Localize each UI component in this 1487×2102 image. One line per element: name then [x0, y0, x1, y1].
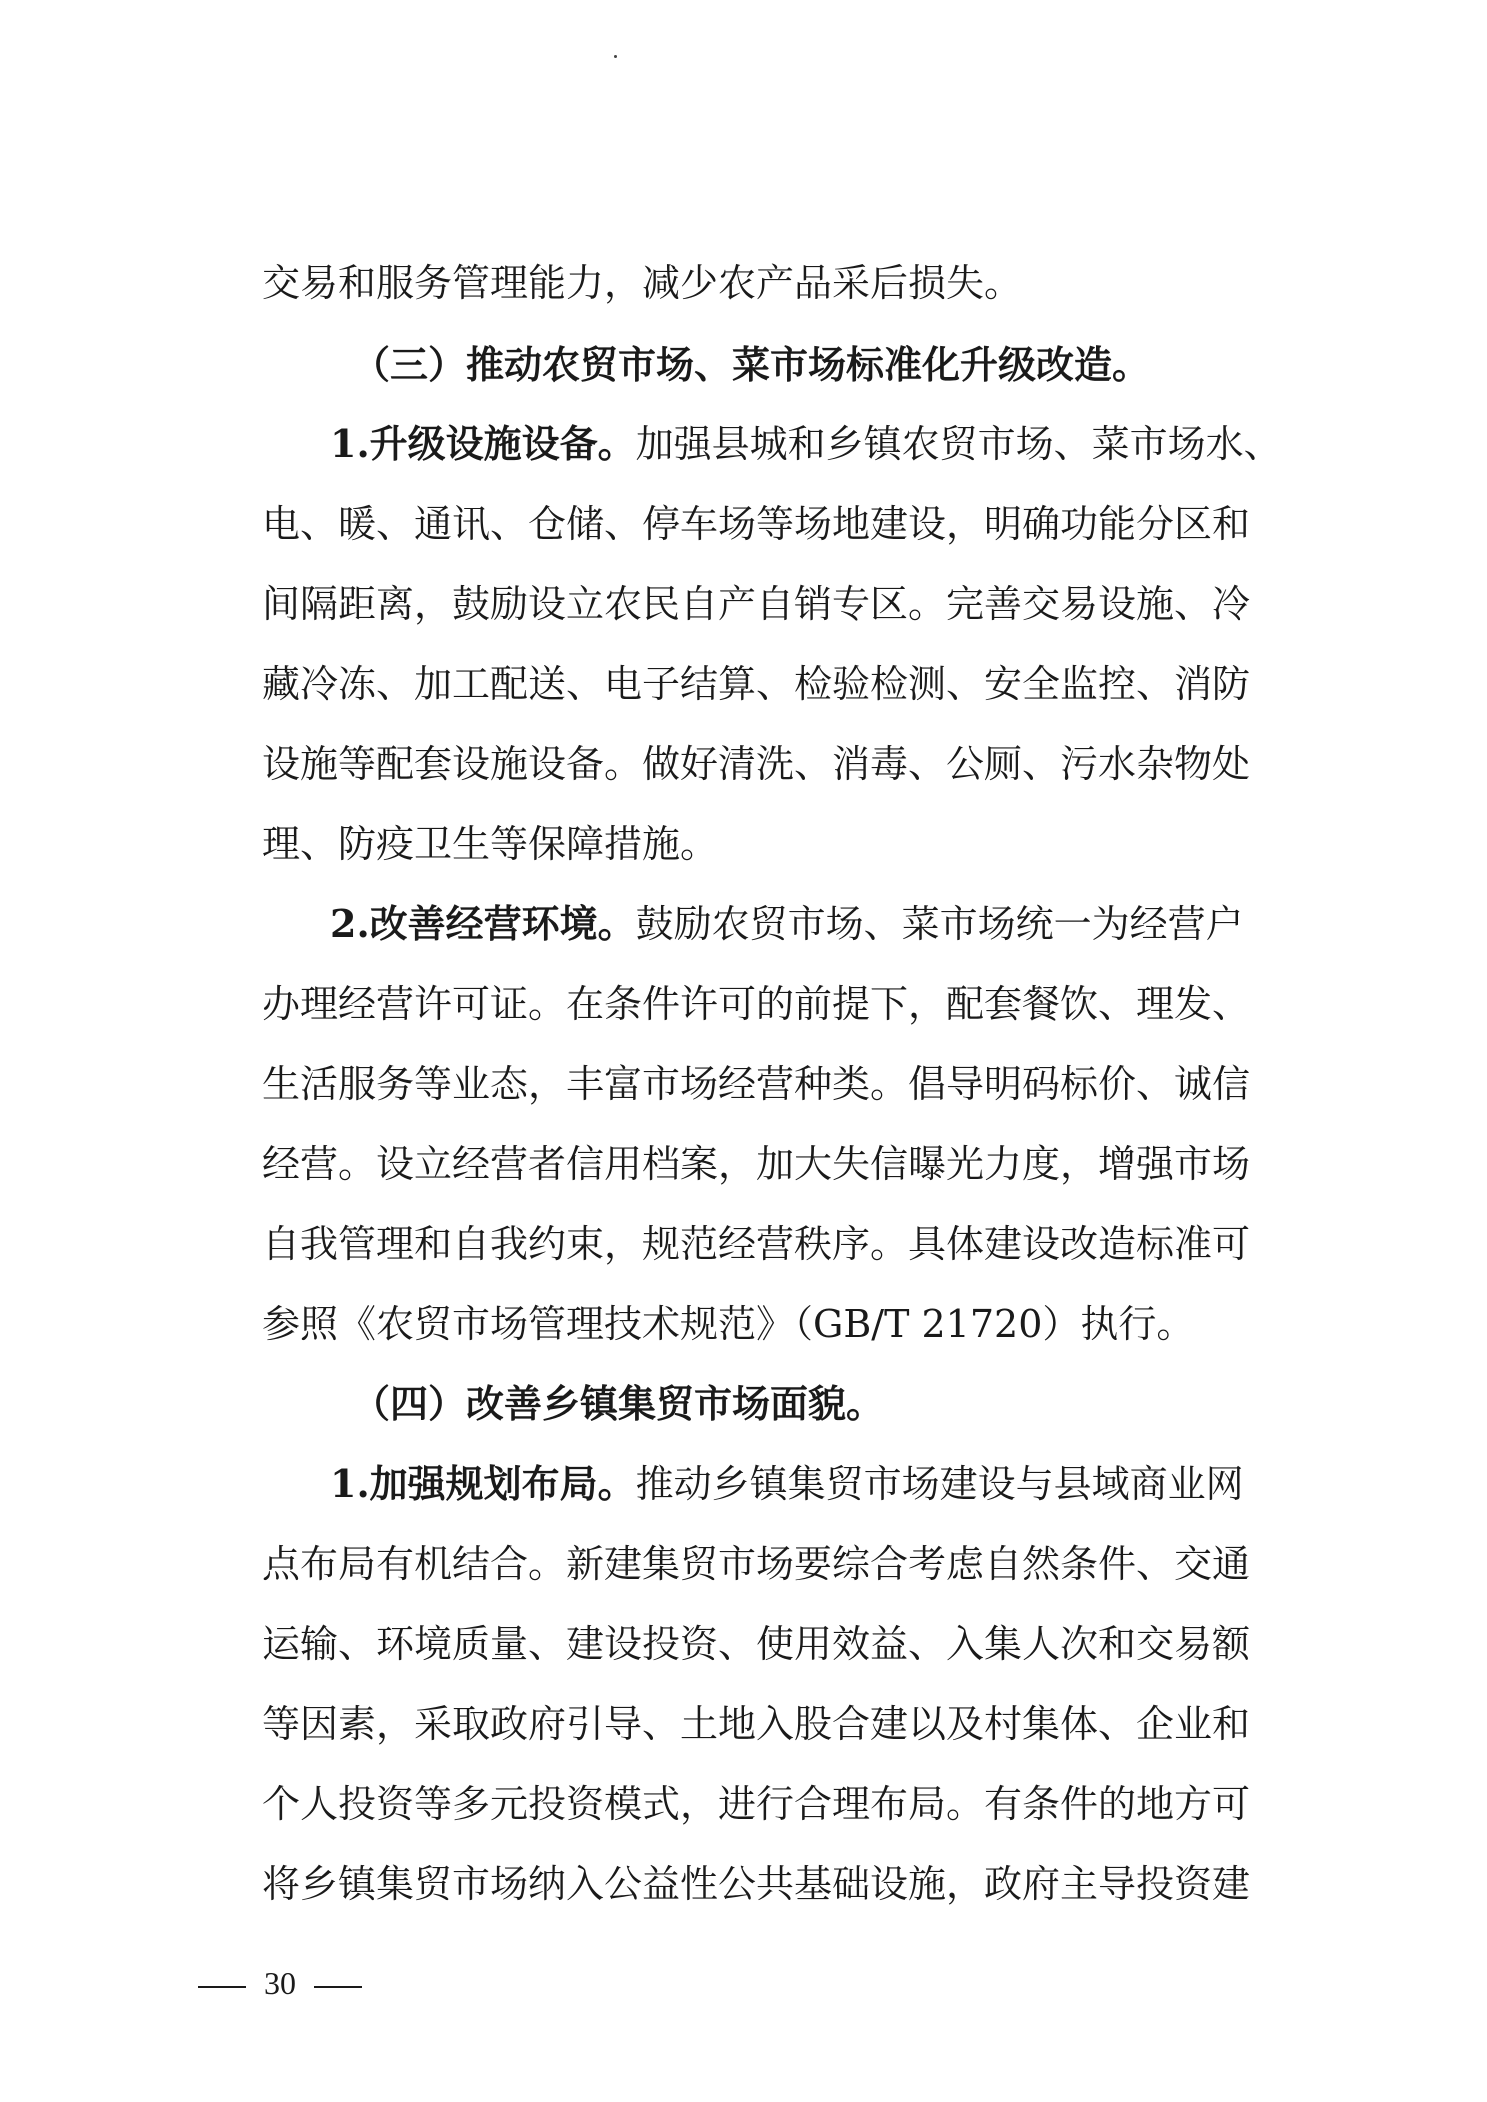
body-line-20: 个人投资等多元投资模式，进行合理布局。有条件的地方可 [262, 1782, 1251, 1826]
scan-speck [614, 55, 617, 58]
section-heading-4: （四）改善乡镇集贸市场面貌。 [352, 1381, 885, 1426]
body-line-12: 经营。设立经营者信用档案，加大失信曝光力度，增强市场 [262, 1142, 1251, 1186]
item-1-line-1: 1.升级设施设备。加强县城和乡镇农贸市场、菜市场水、 [330, 421, 1282, 466]
item-3-lead: 1.加强规划布局。 [330, 1461, 636, 1506]
body-line-19: 等因素，采取政府引导、土地入股合建以及村集体、企业和 [262, 1702, 1251, 1746]
body-line-1: 交易和服务管理能力，减少农产品采后损失。 [262, 261, 1023, 305]
body-line-11: 生活服务等业态，丰富市场经营种类。倡导明码标价、诚信 [262, 1062, 1251, 1106]
page-number: 30 [264, 1965, 296, 2001]
body-line-17: 点布局有机结合。新建集贸市场要综合考虑自然条件、交通 [262, 1542, 1251, 1586]
body-line-5: 间隔距离，鼓励设立农民自产自销专区。完善交易设施、冷 [262, 582, 1251, 626]
body-line-6: 藏冷冻、加工配送、电子结算、检验检测、安全监控、消防 [262, 662, 1251, 706]
item-2-line-1: 2.改善经营环境。鼓励农贸市场、菜市场统一为经营户 [330, 901, 1244, 946]
body-line-18: 运输、环境质量、建设投资、使用效益、入集人次和交易额 [262, 1622, 1251, 1666]
body-line-7: 设施等配套设施设备。做好清洗、消毒、公厕、污水杂物处 [262, 742, 1251, 786]
footer-dash-left [198, 1986, 246, 1988]
body-line-4: 电、暖、通讯、仓储、停车场等场地建设，明确功能分区和 [262, 502, 1251, 546]
body-line-13: 自我管理和自我约束，规范经营秩序。具体建设改造标准可 [262, 1222, 1251, 1266]
body-line-8: 理、防疫卫生等保障措施。 [262, 822, 719, 866]
footer-dash-right [314, 1986, 362, 1988]
item-2-lead: 2.改善经营环境。 [330, 901, 636, 946]
body-line-10: 办理经营许可证。在条件许可的前提下，配套餐饮、理发、 [262, 982, 1251, 1026]
body-line-21: 将乡镇集贸市场纳入公益性公共基础设施，政府主导投资建 [262, 1862, 1251, 1906]
body-line-14: 参照《农贸市场管理技术规范》（GB/T 21720）执行。 [262, 1302, 1195, 1346]
item-3-line-1: 1.加强规划布局。推动乡镇集贸市场建设与县域商业网 [330, 1461, 1244, 1506]
item-1-lead: 1.升级设施设备。 [330, 421, 636, 466]
page-footer [198, 1963, 362, 2003]
section-heading-3: （三）推动农贸市场、菜市场标准化升级改造。 [352, 342, 1151, 387]
